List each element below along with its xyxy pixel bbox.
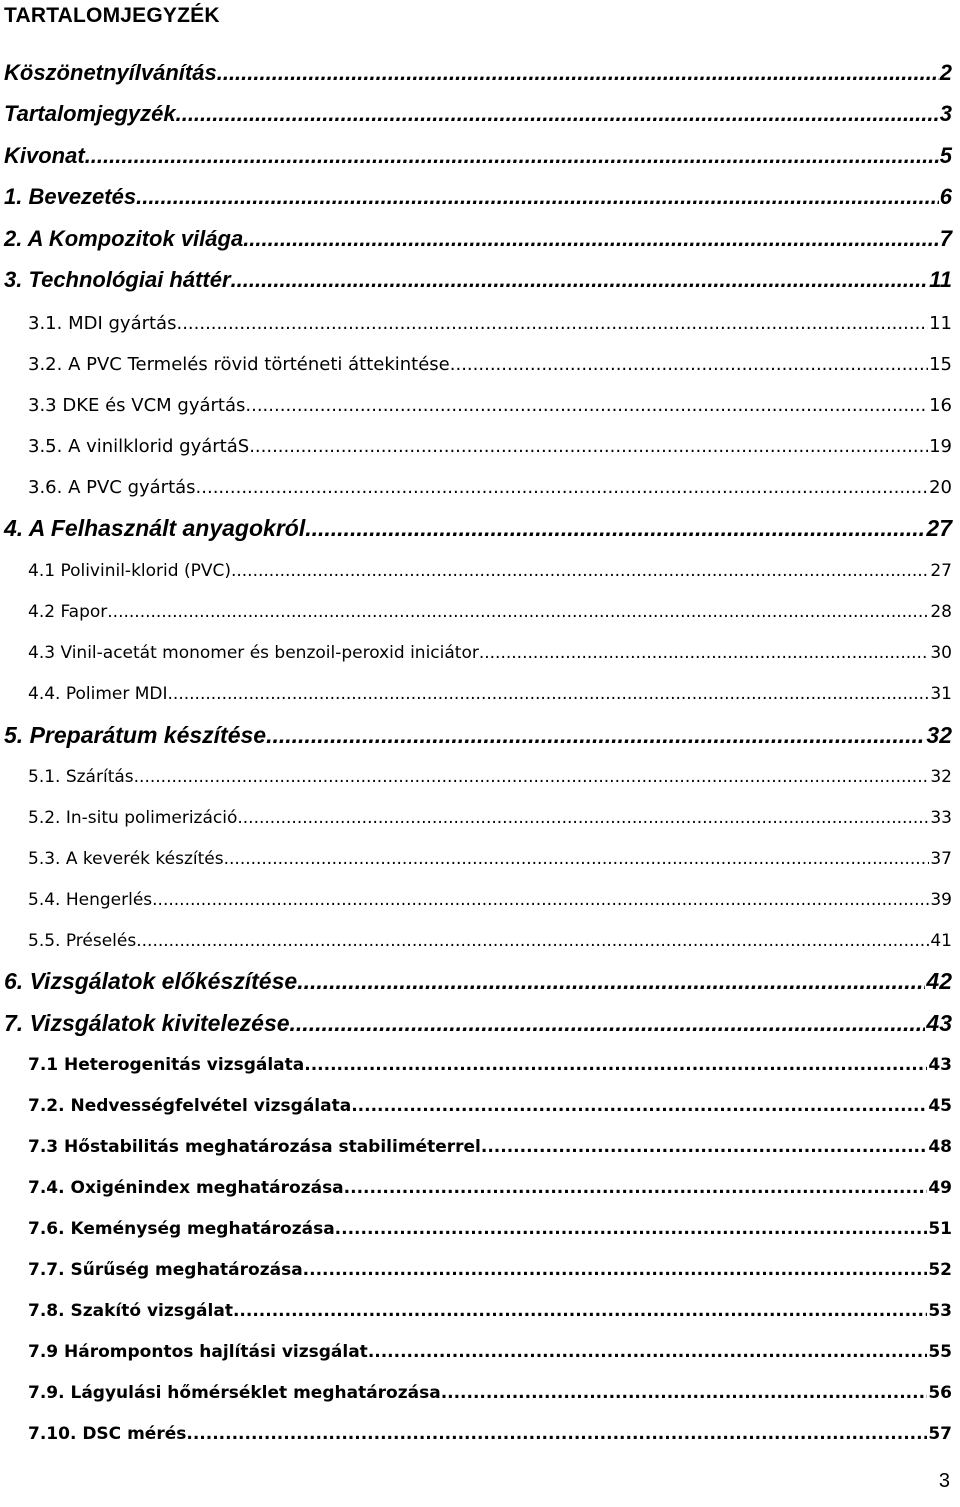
- toc-leader-dots: [243, 226, 939, 252]
- toc-entry[interactable]: [28, 561, 952, 581]
- toc-entry[interactable]: [28, 808, 952, 828]
- toc-entry-page: 56: [928, 1383, 952, 1403]
- toc-entry[interactable]: [28, 767, 952, 787]
- toc-entry[interactable]: [4, 226, 952, 252]
- toc-entry-page: 32: [930, 767, 952, 787]
- toc-entry-page: 27: [930, 561, 952, 581]
- toc-entry[interactable]: [4, 101, 952, 127]
- toc-entry[interactable]: [4, 143, 952, 169]
- toc-entry-label: 7.2. Nedvességfelvétel vizsgálata: [28, 1096, 352, 1116]
- toc-leader-dots: [335, 1219, 928, 1239]
- toc-leader-dots: [176, 313, 928, 334]
- toc-leader-dots: [217, 60, 939, 86]
- toc-entry[interactable]: [28, 477, 952, 498]
- toc-entry-page: 53: [928, 1301, 952, 1321]
- toc-entry-label: 6. Vizsgálatok előkészítése: [4, 968, 298, 994]
- toc-entry-label: 5.4. Hengerlés: [28, 890, 153, 910]
- toc-entry-page: 28: [930, 602, 952, 622]
- toc-leader-dots: [107, 602, 929, 622]
- toc-entry[interactable]: [28, 1260, 952, 1280]
- page-title: TARTALOMJEGYZÉK: [4, 4, 220, 27]
- toc-entry-label: 4.4. Polimer MDI: [28, 684, 168, 704]
- toc-entry-label: 3.3 DKE és VCM gyártás: [28, 395, 246, 416]
- toc-entry-page: 45: [928, 1096, 952, 1116]
- toc-entry[interactable]: [28, 1301, 952, 1321]
- toc-entry-page: 2: [939, 60, 952, 85]
- toc-entry[interactable]: [28, 643, 952, 663]
- toc-entry-label: 7.4. Oxigénindex meghatározása: [28, 1178, 344, 1198]
- toc-entry[interactable]: [28, 684, 952, 704]
- toc-entry-label: 3.1. MDI gyártás: [28, 313, 177, 334]
- toc-entry-page: 3: [939, 101, 952, 126]
- toc-entry[interactable]: [28, 436, 952, 457]
- toc-entry-label: 5.5. Préselés: [28, 931, 137, 951]
- toc-entry-label: 2. A Kompozitok világa: [4, 226, 244, 251]
- toc-entry-page: 15: [929, 354, 952, 375]
- toc-entry-page: 48: [928, 1137, 952, 1157]
- toc-leader-dots: [304, 1055, 927, 1075]
- toc-entry-label: 5.2. In-situ polimerizáció: [28, 808, 238, 828]
- toc-entry-label: 7. Vizsgálatok kivitelezése: [4, 1010, 290, 1036]
- toc-entry-label: 4.1 Polivinil-klorid (PVC): [28, 561, 231, 581]
- toc-leader-dots: [233, 1301, 927, 1321]
- toc-entry-label: 7.10. DSC mérés: [28, 1424, 187, 1444]
- toc-leader-dots: [245, 395, 928, 416]
- toc-leader-dots: [450, 354, 928, 375]
- toc-entry-page: 5: [939, 143, 952, 168]
- toc-leader-dots: [136, 931, 929, 951]
- toc-leader-dots: [136, 184, 939, 210]
- toc-entry-page: 20: [929, 477, 952, 498]
- toc-leader-dots: [249, 436, 928, 457]
- toc-leader-dots: [368, 1342, 928, 1362]
- toc-entry-label: 3.6. A PVC gyártás: [28, 477, 196, 498]
- toc-entry-page: 31: [930, 684, 952, 704]
- toc-entry[interactable]: [4, 968, 952, 998]
- toc-entry[interactable]: [4, 184, 952, 210]
- toc-entry-label: Kivonat: [4, 143, 85, 168]
- toc-entry-label: 4.2 Fapor: [28, 602, 108, 622]
- toc-leader-dots: [237, 808, 929, 828]
- toc-entry[interactable]: [28, 1424, 952, 1444]
- toc-leader-dots: [168, 684, 930, 704]
- toc-entry-page: 6: [939, 184, 952, 209]
- toc-entry-label: 7.3 Hőstabilitás meghatározása stabiliméterrel: [28, 1137, 481, 1157]
- toc-entry-label: 4.3 Vinil-acetát monomer és benzoil-peroxid iniciátor: [28, 643, 479, 663]
- toc-leader-dots: [224, 849, 930, 869]
- toc-entry-page: 55: [928, 1342, 952, 1362]
- toc-leader-dots: [231, 267, 929, 293]
- toc-entry-page: 11: [929, 267, 952, 292]
- toc-entry-label: Köszönetnyílvánítás: [4, 60, 217, 85]
- toc-leader-dots: [85, 143, 939, 169]
- toc-entry-page: 27: [926, 515, 952, 541]
- toc-entry[interactable]: [28, 1055, 952, 1075]
- toc-entry-page: 43: [928, 1055, 952, 1075]
- toc-entry-page: 49: [928, 1178, 952, 1198]
- toc-entry-page: 30: [930, 643, 952, 663]
- toc-leader-dots: [152, 890, 929, 910]
- toc-entry[interactable]: [28, 395, 952, 416]
- toc-entry-label: 5.1. Szárítás: [28, 767, 134, 787]
- toc-entry-page: 39: [930, 890, 952, 910]
- toc-entry[interactable]: [4, 515, 952, 545]
- toc-entry[interactable]: [28, 602, 952, 622]
- toc-leader-dots: [290, 1010, 926, 1037]
- toc-entry-page: 7: [939, 226, 952, 251]
- toc-entry[interactable]: [28, 1137, 952, 1157]
- toc-leader-dots: [481, 1137, 927, 1157]
- toc-entry[interactable]: [4, 60, 952, 86]
- toc-entry-label: 7.1 Heterogenitás vizsgálata: [28, 1055, 305, 1075]
- toc-entry-label: 5. Preparátum készítése: [4, 722, 267, 748]
- toc-entry-label: 4. A Felhasznált anyagokról: [4, 515, 306, 541]
- toc-entry-label: 7.8. Szakító vizsgálat: [28, 1301, 233, 1321]
- toc-leader-dots: [176, 101, 939, 127]
- toc-entry-page: 33: [930, 808, 952, 828]
- toc-entry-label: 7.7. Sűrűség meghatározása: [28, 1260, 303, 1280]
- toc-entry-label: 3.2. A PVC Termelés rövid történeti áttekintése: [28, 354, 450, 375]
- toc-entry[interactable]: [28, 354, 952, 375]
- toc-entry-label: 7.6. Keménység meghatározása: [28, 1219, 335, 1239]
- toc-leader-dots: [266, 722, 925, 749]
- toc-entry[interactable]: [28, 1383, 952, 1403]
- toc-entry[interactable]: [28, 890, 952, 910]
- toc-entry[interactable]: [4, 1010, 952, 1040]
- toc-leader-dots: [186, 1424, 927, 1444]
- toc-entry-label: 1. Bevezetés: [4, 184, 137, 209]
- toc-leader-dots: [303, 1260, 928, 1280]
- toc-entry[interactable]: [28, 1178, 952, 1198]
- toc-leader-dots: [297, 968, 925, 995]
- toc-entry-label: 7.9 Hárompontos hajlítási vizsgálat: [28, 1342, 368, 1362]
- toc-entry-page: 16: [929, 395, 952, 416]
- toc-entry[interactable]: [28, 1096, 952, 1116]
- toc-entry-page: 41: [930, 931, 952, 951]
- toc-leader-dots: [344, 1178, 928, 1198]
- toc-entry-page: 11: [929, 313, 952, 334]
- toc-entry[interactable]: [28, 931, 952, 951]
- toc-entry-label: Tartalomjegyzék: [4, 101, 176, 126]
- toc-entry-page: 51: [928, 1219, 952, 1239]
- toc-entry-label: 3. Technológiai háttér: [4, 267, 231, 292]
- toc-entry-page: 52: [928, 1260, 952, 1280]
- toc-entry-page: 57: [928, 1424, 952, 1444]
- toc-entry[interactable]: [28, 1219, 952, 1239]
- toc-entry-page: 19: [929, 436, 952, 457]
- toc-entry-label: 3.5. A vinilklorid gyártáS: [28, 436, 250, 457]
- toc-leader-dots: [441, 1383, 928, 1403]
- toc-leader-dots: [351, 1096, 927, 1116]
- toc-entry-page: 43: [926, 1010, 952, 1036]
- toc-entry-page: 42: [926, 968, 952, 994]
- toc-entry[interactable]: [4, 267, 952, 293]
- toc-entry[interactable]: [4, 722, 952, 752]
- toc-leader-dots: [479, 643, 930, 663]
- page-number: 3: [938, 1470, 950, 1492]
- toc-entry-label: 7.9. Lágyulási hőmérséklet meghatározása: [28, 1383, 441, 1403]
- toc-entry-page: 37: [930, 849, 952, 869]
- toc-entry-label: 5.3. A keverék készítés: [28, 849, 224, 869]
- toc-entry[interactable]: [28, 313, 952, 334]
- toc-leader-dots: [196, 477, 929, 498]
- toc-leader-dots: [134, 767, 930, 787]
- toc-entry[interactable]: [28, 1342, 952, 1362]
- toc-leader-dots: [305, 515, 925, 542]
- toc-entry[interactable]: [28, 849, 952, 869]
- toc-entry-page: 32: [926, 722, 952, 748]
- toc-leader-dots: [231, 561, 929, 581]
